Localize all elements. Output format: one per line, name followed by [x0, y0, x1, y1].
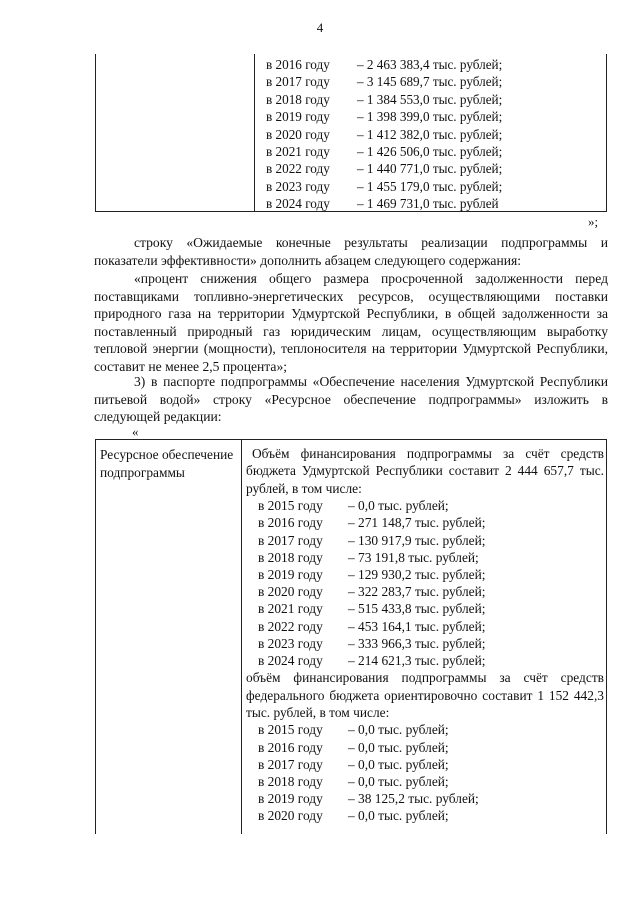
page-number: 4: [316, 20, 324, 35]
federal-row: в 2020 году – 0,0 тыс. рублей;: [258, 808, 449, 824]
regional-row: в 2022 году – 453 164,1 тыс. рублей;: [258, 618, 486, 634]
federal-budget-intro: объём финансирования подпрограммы за счёт средств федерального бюджета ориентировочно составит 1 152 442,3 тыс. рублей, в том числе:: [246, 670, 604, 721]
federal-row: в 2017 году – 0,0 тыс. рублей;: [258, 756, 449, 772]
funding-row: в 2019 году – 1 398 399,0 тыс. рублей;: [266, 109, 503, 125]
funding-row: в 2023 году – 1 455 179,0 тыс. рублей;: [266, 178, 503, 194]
funding-rows: [266, 56, 502, 213]
federal-row: в 2016 году – 0,0 тыс. рублей;: [258, 739, 449, 755]
funding-row: в 2024 году – 1 469 731,0 тыс. рублей: [266, 196, 499, 212]
resource-content: [246, 445, 604, 825]
funding-row: в 2020 году – 1 412 382,0 тыс. рублей;: [266, 126, 503, 142]
funding-row: в 2018 году – 1 384 553,0 тыс. рублей;: [266, 91, 503, 107]
funding-row: в 2016 году – 2 463 383,4 тыс. рублей;: [266, 57, 503, 72]
opening-quote: «: [132, 424, 139, 439]
funding-row: в 2022 году – 1 440 771,0 тыс. рублей;: [266, 161, 503, 177]
paragraph-outcomes: строку «Ожидаемые конечные результаты реализации подпрограммы и показатели эффективности» дополнить абзацем следующего содержания:: [94, 235, 608, 268]
row-label: Ресурсное обеспечение подпрограммы: [100, 447, 234, 480]
regional-row: в 2023 году – 333 966,3 тыс. рублей;: [258, 635, 486, 651]
regional-budget-intro: Объём финансирования подпрограммы за счёт средств бюджета Удмуртской Республики составит 2 444 657,7 тыс. рублей, в том числе:: [246, 446, 604, 496]
regional-row: в 2015 году – 0,0 тыс. рублей;: [258, 498, 449, 514]
federal-row: в 2019 году – 38 125,2 тыс. рублей;: [258, 791, 479, 807]
regional-row: в 2024 году – 214 621,3 тыс. рублей;: [258, 653, 486, 669]
federal-row: в 2018 году – 0,0 тыс. рублей;: [258, 774, 449, 790]
funding-row: в 2021 году – 1 426 506,0 тыс. рублей;: [266, 144, 503, 160]
regional-row: в 2020 году – 322 283,7 тыс. рублей;: [258, 584, 486, 600]
regional-row: в 2021 году – 515 433,8 тыс. рублей;: [258, 601, 486, 617]
column-divider: [254, 54, 255, 211]
federal-row: в 2015 году – 0,0 тыс. рублей;: [258, 722, 449, 738]
regional-row: в 2017 году – 130 917,9 тыс. рублей;: [258, 532, 486, 548]
funding-row: в 2017 году – 3 145 689,7 тыс. рублей;: [266, 74, 503, 90]
regional-row: в 2016 году – 271 148,7 тыс. рублей;: [258, 515, 486, 531]
closing-quote: »;: [588, 214, 599, 229]
column-divider: [241, 440, 242, 834]
paragraph-amendment: 3) в паспорте подпрограммы «Обеспечение населения Удмуртской Республики питьевой водой» строку «Ресурсное обеспечение подпрограммы» изложить в следующей редакции:: [94, 374, 608, 425]
regional-row: в 2018 году – 73 191,8 тыс. рублей;: [258, 549, 479, 565]
paragraph-indicator: «процент снижения общего размера просроченной задолженности перед поставщиками топливно-энергетических ресурсов, осуществляющими поставки природного газа на территории Удмуртской Республики, в общей задолженности за поставленный природный газ юридическим лицам, осуществляющим выработку тепловой энергии (мощности), теплоносителя на территории Удмуртской Республики, составит не менее 2,5 процента»;: [94, 271, 608, 374]
regional-row: в 2019 году – 129 930,2 тыс. рублей;: [258, 567, 486, 583]
resource-table: [95, 439, 607, 834]
funding-table-continuation: [95, 54, 607, 212]
